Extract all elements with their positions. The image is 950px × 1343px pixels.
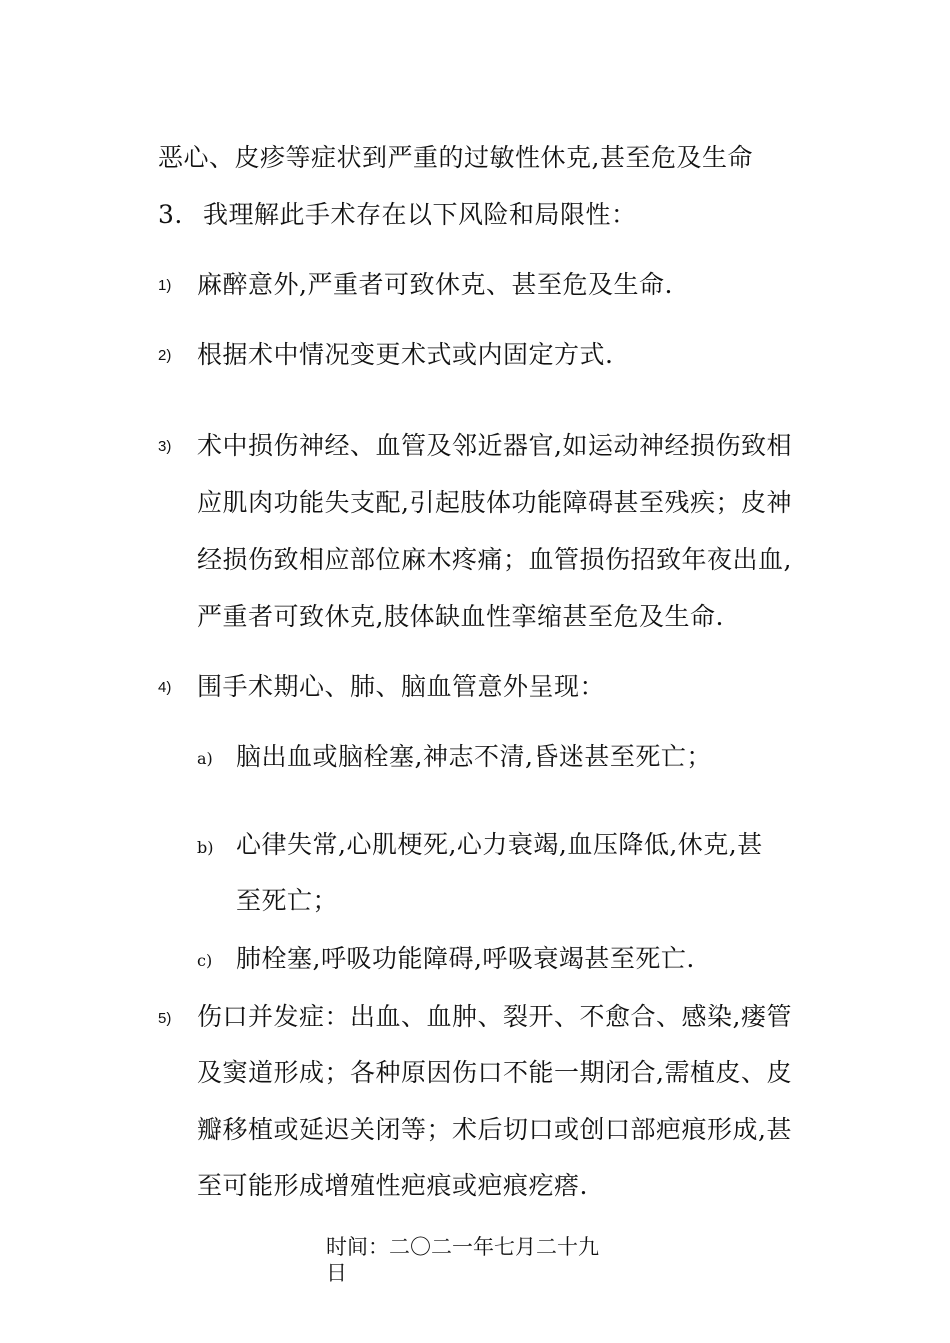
item-3-number: 3)	[158, 438, 172, 455]
item-1-number: 1)	[158, 277, 172, 294]
item-3-line-2: 应肌肉功能失支配,引起肢体功能障碍甚至残疾；皮神	[197, 488, 792, 517]
item-3-line-4: 严重者可致休克,肢体缺血性挛缩甚至危及生命.	[197, 602, 724, 631]
item-3-line-3: 经损伤致相应部位麻木疼痛；血管损伤招致年夜出血,	[197, 545, 792, 574]
item-2-text: 根据术中情况变更术式或内固定方式.	[197, 340, 614, 369]
subitem-b-line-2: 至死亡；	[236, 886, 339, 915]
item-5-line-2: 及窦道形成；各种原因伤口不能一期闭合,需植皮、皮	[197, 1058, 792, 1087]
subitem-b-number: b)	[197, 838, 214, 857]
item-5-line-3: 瓣移植或延迟关闭等；术后切口或创口部疤痕形成,甚	[197, 1115, 792, 1144]
section-3-heading: 我理解此手术存在以下风险和局限性：	[203, 200, 637, 229]
item-4-text: 围手术期心、肺、脑血管意外呈现：	[197, 672, 606, 701]
subitem-c-number: c)	[197, 951, 213, 970]
subitem-c-text: 肺栓塞,呼吸功能障碍,呼吸衰竭甚至死亡.	[236, 944, 695, 973]
item-5-line-4: 至可能形成增殖性疤痕或疤痕疙瘩.	[197, 1171, 588, 1200]
item-5-line-1: 伤口并发症：出血、血肿、裂开、不愈合、感染,瘘管	[197, 1002, 792, 1031]
section-3-number: 3.	[158, 200, 183, 229]
intro-line: 恶心、皮疹等症状到严重的过敏性休克,甚至危及生命	[158, 143, 753, 172]
item-4-number: 4)	[158, 679, 172, 696]
subitem-b-line-1: 心律失常,心肌梗死,心力衰竭,血压降低,休克,甚	[236, 830, 763, 859]
item-1-text: 麻醉意外,严重者可致休克、甚至危及生命.	[197, 270, 673, 299]
item-2-number: 2)	[158, 347, 172, 364]
subitem-a-text: 脑出血或脑栓塞,神志不清,昏迷甚至死亡；	[236, 742, 712, 771]
footer-date-line-1: 时间：二〇二一年七月二十九	[326, 1235, 599, 1259]
footer-date-line-2: 日	[326, 1261, 347, 1285]
subitem-a-number: a)	[197, 749, 213, 768]
item-3-line-1: 术中损伤神经、血管及邻近器官,如运动神经损伤致相	[197, 431, 792, 460]
item-5-number: 5)	[158, 1010, 172, 1027]
